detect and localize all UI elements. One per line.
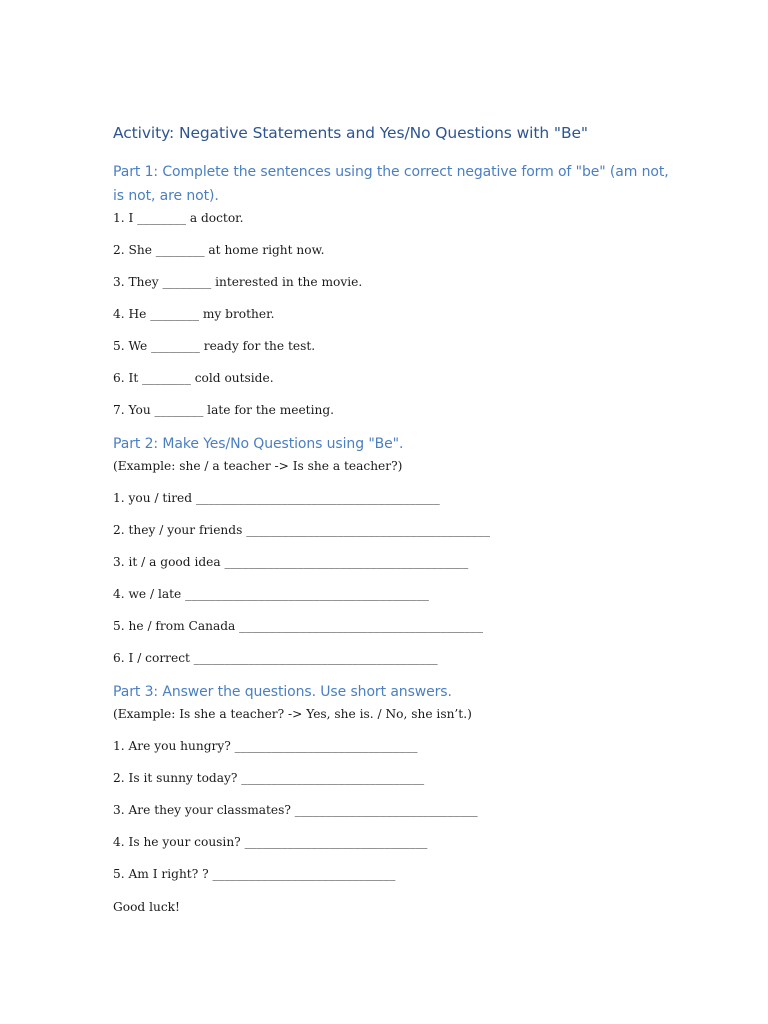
part3-item: 4. Is he your cousin? ______________________________ bbox=[113, 835, 428, 849]
part1-item: 2. She ________ at home right now. bbox=[113, 243, 325, 257]
part3-item: 1. Are you hungry? ______________________________ bbox=[113, 739, 418, 753]
part1-item: 4. He ________ my brother. bbox=[113, 307, 275, 321]
part1-item: 6. It ________ cold outside. bbox=[113, 371, 274, 385]
part2-item: 2. they / your friends ________________________________________ bbox=[113, 523, 490, 537]
part3-example: (Example: Is she a teacher? -> Yes, she is. / No, she isn’t.) bbox=[113, 707, 472, 721]
part1-item: 1. I ________ a doctor. bbox=[113, 211, 244, 225]
part1-item: 3. They ________ interested in the movie. bbox=[113, 275, 363, 289]
part2-item: 1. you / tired ________________________________________ bbox=[113, 491, 440, 505]
part1-item: 5. We ________ ready for the test. bbox=[113, 339, 316, 353]
part3-item: 3. Are they your classmates? ______________________________ bbox=[113, 803, 478, 817]
part2-item: 5. he / from Canada ________________________________________ bbox=[113, 619, 483, 633]
part1-heading-line1: Part 1: Complete the sentences using the correct negative form of "be" (am not, bbox=[113, 164, 669, 180]
part3-item: 5. Am I right? ? ______________________________ bbox=[113, 867, 396, 881]
part3-heading: Part 3: Answer the questions. Use short answers. bbox=[113, 684, 452, 700]
part1-heading bbox=[113, 160, 669, 208]
part2-item: 3. it / a good idea ________________________________________ bbox=[113, 555, 469, 569]
part2-item: 6. I / correct ________________________________________ bbox=[113, 651, 438, 665]
document-title: Activity: Negative Statements and Yes/No Questions with "Be" bbox=[113, 124, 588, 142]
part1-item: 7. You ________ late for the meeting. bbox=[113, 403, 335, 417]
closing-text: Good luck! bbox=[113, 900, 180, 914]
part2-example: (Example: she / a teacher -> Is she a teacher?) bbox=[113, 459, 403, 473]
part2-heading: Part 2: Make Yes/No Questions using "Be". bbox=[113, 436, 404, 452]
part1-heading-line2: is not, are not). bbox=[113, 188, 219, 204]
part2-item: 4. we / late ________________________________________ bbox=[113, 587, 429, 601]
part3-item: 2. Is it sunny today? ______________________________ bbox=[113, 771, 425, 785]
